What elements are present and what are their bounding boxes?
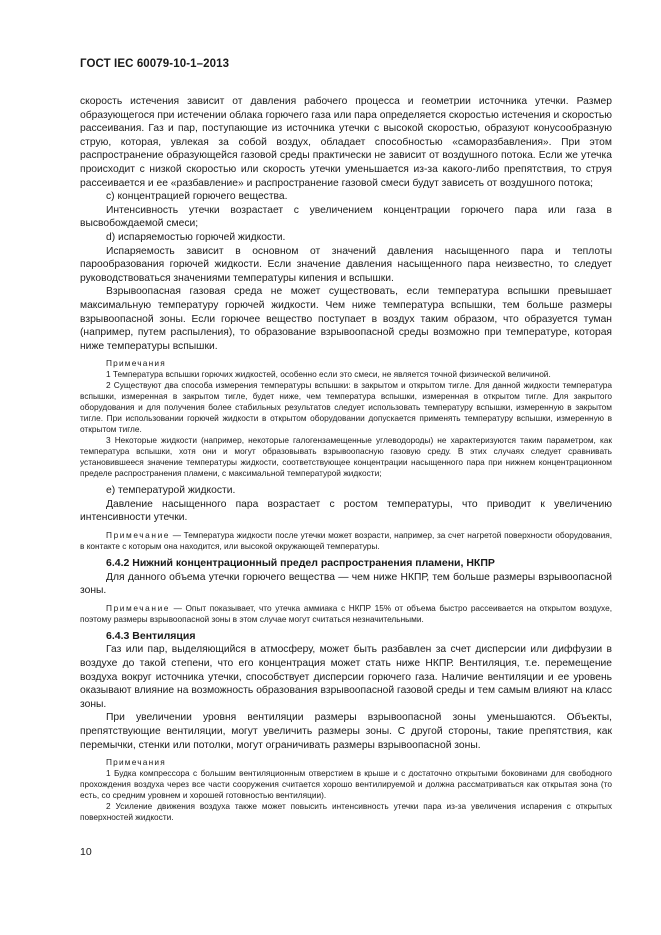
note-item xyxy=(80,603,612,625)
paragraph: Давление насыщенного пара возрастает с ростом температуры, что приводит к увеличению интенсивности утечки. xyxy=(80,498,612,524)
paragraph: d) испаряемостью горючей жидкости. xyxy=(106,231,286,243)
note-item: 1 Будка компрессора с большим вентиляционным отверстием в крыше и с достаточно открытыми боковинами для свободного прохождения воздуха через все части сооружения считается хорошо вентилируемой и должна рассматриваться как открытая зона (то есть, со средним уровнем и хорошей готовностью вентиляции). xyxy=(80,768,612,801)
page-header: ГОСТ IEC 60079-10-1–2013 xyxy=(80,58,230,70)
paragraph: с) концентрацией горючего вещества. xyxy=(106,191,288,203)
paragraph: скорость истечения зависит от давления рабочего процесса и геометрии источника утечки. Размер образующегося при истечении облака горючего газа или пара определяется скоростью истечения и скоростью рассеивания. Газ и пар, поступающие из источника утечки с высокой скоростью, образуют конусообразную струю, которая, увлекая за собой воздух, обладает способностью «саморазбавления». При этом распространение образующейся газовой среды практически не зависит от воздушного потока. Если же утечка происходит с низкой скоростью или скорость утечки уменьшается из-за какого-либо препятствия, то струя рассеивается и ее «разбавление» и распространение газовой смеси будут зависеть от воздушного потока; xyxy=(80,96,612,189)
note-text: — Температура жидкости после утечки может возрасти, например, за счет нагретой поверхности оборудования, в контакте с которым она находится, или высокой окружающей температуры. xyxy=(80,530,612,552)
paragraph: е) температурой жидкости. xyxy=(106,485,236,497)
section-heading: 6.4.3 Вентиляция xyxy=(106,629,196,642)
note-item: 3 Некоторые жидкости (например, некоторые галогензамещенные углеводороды) не характеризуются таким параметром, как температура вспышки, хотя они и могут образовывать взрывоопасную газовую среду. В этих случаях следует сравнивать установившееся значение температуры жидкости, соответствующее концентрации насыщенного пара при нижнем концентрационном пределе распространения пламени, с максимальной температурой жидкости; xyxy=(80,435,612,479)
paragraph: Испаряемость зависит в основном от значений давления насыщенного пара и теплоты парообразования горючей жидкости. Если значение давления насыщенного пара неизвестно, то следует руководствоваться значениями температуры кипения и вспышки. xyxy=(80,245,612,284)
paragraph: Газ или пар, выделяющийся в атмосферу, может быть разбавлен за счет дисперсии или диффузии в воздухе до такой степени, что его концентрация может стать ниже НКПР. Вентиляция, т.е. перемещение воздуха вокруг источника утечки, способствует дисперсии горючего газа. Наличие вентиляции и ее уровень оказывают влияние на возможность образования взрывоопасной газовой среды и тем самым влияют на класс зоны. xyxy=(80,644,612,710)
paragraph: При увеличении уровня вентиляции размеры взрывоопасной зоны уменьшаются. Объекты, препятствующие вентиляции, могут увеличить размеры зоны. С другой стороны, такие препятствия, как перемычки, стенки или потолки, могут ограничивать размеры взрывоопасной зоны. xyxy=(80,712,612,751)
page-number: 10 xyxy=(80,846,92,858)
page-content xyxy=(80,95,612,823)
paragraph: Для данного объема утечки горючего вещества — чем ниже НКПР, тем больше размеры взрывоопасной зоны. xyxy=(80,571,612,597)
note-item: 1 Температура вспышки горючих жидкостей, особенно если это смеси, не является точной физической величиной. xyxy=(106,369,551,380)
notes-heading: Примечания xyxy=(106,757,166,768)
note-item xyxy=(80,530,612,552)
note-label: Примечание xyxy=(106,530,171,541)
paragraph: Интенсивность утечки возрастает с увеличением концентрации горючего пара или газа в высвобождаемой смеси; xyxy=(80,204,612,230)
note-text: — Опыт показывает, что утечка аммиака с НКПР 15% от объема быстро рассеивается на открытом воздухе, поэтому размеры взрывоопасной зоны в этом случае могут считаться незначительными. xyxy=(80,602,612,624)
notes-heading: Примечания xyxy=(106,358,166,369)
paragraph: Взрывоопасная газовая среда не может существовать, если температура вспышки превышает максимальную температуру горючей жидкости. Чем ниже температура вспышки, тем больше размеры взрывоопасной зоны. Если горючее вещество поступает в воздух таким образом, что образуется туман (например, путем распыления), то образование взрывоопасной среды возможно при температуре, которая ниже температуры вспышки. xyxy=(80,286,612,352)
note-label: Примечание xyxy=(106,602,171,613)
note-item: 2 Усиление движения воздуха также может повысить интенсивность утечки пара из-за увеличения испарения с открытых поверхностей жидкости. xyxy=(80,801,612,823)
section-heading: 6.4.2 Нижний концентрационный предел распространения пламени, НКПР xyxy=(106,557,495,570)
note-item: 2 Существуют два способа измерения температуры вспышки: в закрытом и открытом тигле. Для данной жидкости температура вспышки, измеренная в закрытом тигле, будет ниже, чем температура вспышки, измеренная в открытом тигле. Для закрытого оборудования и для получения более стабильных результатов следует использовать температуру вспышки, измеренную в закрытом тигле. При использовании горючей жидкости в открытом оборудовании допускается применять температуру вспышки, измеренную в открытом тигле. xyxy=(80,380,612,435)
